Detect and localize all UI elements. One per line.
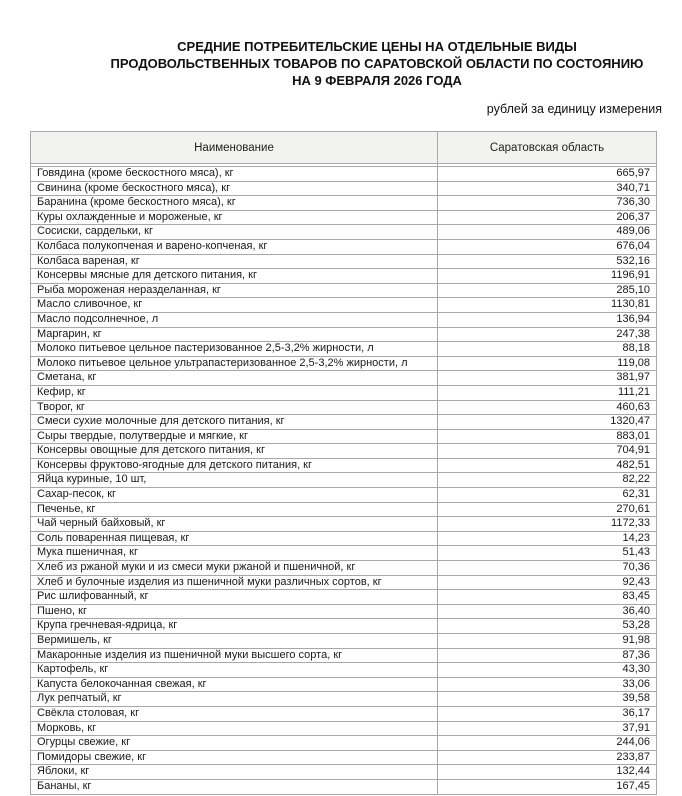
product-name: Масло сливочное, кг — [31, 298, 438, 313]
product-price: 1320,47 — [438, 415, 657, 430]
table-row — [31, 327, 657, 342]
product-price: 532,16 — [438, 254, 657, 269]
table-row — [31, 210, 657, 225]
product-price: 37,91 — [438, 721, 657, 736]
product-price: 482,51 — [438, 458, 657, 473]
product-price: 36,40 — [438, 604, 657, 619]
product-price: 244,06 — [438, 736, 657, 751]
product-price: 136,94 — [438, 312, 657, 327]
product-price: 91,98 — [438, 634, 657, 649]
table-row — [31, 779, 657, 794]
product-price: 704,91 — [438, 444, 657, 459]
table-row — [31, 269, 657, 284]
table-row — [31, 254, 657, 269]
product-name: Соль поваренная пищевая, кг — [31, 531, 438, 546]
table-row — [31, 167, 657, 182]
table-row — [31, 415, 657, 430]
product-price: 883,01 — [438, 429, 657, 444]
table-row — [31, 677, 657, 692]
product-name: Чай черный байховый, кг — [31, 517, 438, 532]
table-row — [31, 663, 657, 678]
product-name: Консервы мясные для детского питания, кг — [31, 269, 438, 284]
product-name: Морковь, кг — [31, 721, 438, 736]
product-name: Хлеб и булочные изделия из пшеничной муки различных сортов, кг — [31, 575, 438, 590]
product-price: 736,30 — [438, 196, 657, 211]
product-name: Мука пшеничная, кг — [31, 546, 438, 561]
product-name: Огурцы свежие, кг — [31, 736, 438, 751]
product-price: 1172,33 — [438, 517, 657, 532]
product-name: Рис шлифованный, кг — [31, 590, 438, 605]
product-name: Макаронные изделия из пшеничной муки высшего сорта, кг — [31, 648, 438, 663]
product-name: Сметана, кг — [31, 371, 438, 386]
product-price: 233,87 — [438, 750, 657, 765]
product-price: 665,97 — [438, 167, 657, 182]
product-price: 14,23 — [438, 531, 657, 546]
product-name: Молоко питьевое цельное пастеризованное 2,5-3,2% жирности, л — [31, 342, 438, 357]
product-price: 36,17 — [438, 706, 657, 721]
product-price: 111,21 — [438, 385, 657, 400]
product-name: Крупа гречневая-ядрица, кг — [31, 619, 438, 634]
table-row — [31, 648, 657, 663]
product-name: Консервы фруктово-ягодные для детского питания, кг — [31, 458, 438, 473]
table-row — [31, 765, 657, 780]
product-name: Пшено, кг — [31, 604, 438, 619]
product-price: 676,04 — [438, 239, 657, 254]
product-name: Картофель, кг — [31, 663, 438, 678]
product-price: 460,63 — [438, 400, 657, 415]
table-body — [31, 167, 657, 795]
table-row — [31, 575, 657, 590]
table-row — [31, 473, 657, 488]
page-title-line-1: СРЕДНИЕ ПОТРЕБИТЕЛЬСКИЕ ЦЕНЫ НА ОТДЕЛЬНЫЕ ВИДЫ — [177, 39, 577, 54]
table-row — [31, 736, 657, 751]
product-price: 82,22 — [438, 473, 657, 488]
table-row — [31, 371, 657, 386]
product-name: Маргарин, кг — [31, 327, 438, 342]
product-price: 83,45 — [438, 590, 657, 605]
table-row — [31, 561, 657, 576]
product-name: Печенье, кг — [31, 502, 438, 517]
table-row — [31, 692, 657, 707]
table-row — [31, 531, 657, 546]
product-price: 51,43 — [438, 546, 657, 561]
product-name: Говядина (кроме бескостного мяса), кг — [31, 167, 438, 182]
table-header-row — [31, 132, 657, 164]
product-name: Сосиски, сардельки, кг — [31, 225, 438, 240]
product-name: Свинина (кроме бескостного мяса), кг — [31, 181, 438, 196]
column-header-region: Саратовская область — [438, 132, 657, 164]
product-name: Помидоры свежие, кг — [31, 750, 438, 765]
product-name: Кефир, кг — [31, 385, 438, 400]
product-name: Консервы овощные для детского питания, кг — [31, 444, 438, 459]
product-name: Творог, кг — [31, 400, 438, 415]
product-name: Молоко питьевое цельное ультрапастеризованное 2,5-3,2% жирности, л — [31, 356, 438, 371]
product-price: 62,31 — [438, 488, 657, 503]
product-price: 87,36 — [438, 648, 657, 663]
product-name: Сахар-песок, кг — [31, 488, 438, 503]
table-row — [31, 312, 657, 327]
table-row — [31, 488, 657, 503]
table-row — [31, 634, 657, 649]
table-row — [31, 721, 657, 736]
product-name: Бананы, кг — [31, 779, 438, 794]
product-price: 53,28 — [438, 619, 657, 634]
table-row — [31, 429, 657, 444]
product-price: 270,61 — [438, 502, 657, 517]
product-name: Лук репчатый, кг — [31, 692, 438, 707]
column-header-name: Наименование — [31, 132, 438, 164]
product-price: 1130,81 — [438, 298, 657, 313]
product-name: Колбаса вареная, кг — [31, 254, 438, 269]
product-name: Яйца куриные, 10 шт, — [31, 473, 438, 488]
product-price: 489,06 — [438, 225, 657, 240]
product-price: 39,58 — [438, 692, 657, 707]
page-title-line-2: ПРОДОВОЛЬСТВЕННЫХ ТОВАРОВ ПО САРАТОВСКОЙ ОБЛАСТИ ПО СОСТОЯНИЮ — [110, 56, 644, 71]
product-name: Яблоки, кг — [31, 765, 438, 780]
table-row — [31, 356, 657, 371]
product-name: Смеси сухие молочные для детского питания, кг — [31, 415, 438, 430]
product-price: 119,08 — [438, 356, 657, 371]
product-name: Сыры твердые, полутвердые и мягкие, кг — [31, 429, 438, 444]
table-row — [31, 181, 657, 196]
product-name: Вермишель, кг — [31, 634, 438, 649]
product-price: 88,18 — [438, 342, 657, 357]
product-price: 132,44 — [438, 765, 657, 780]
product-price: 43,30 — [438, 663, 657, 678]
product-name: Хлеб из ржаной муки и из смеси муки ржаной и пшеничной, кг — [31, 561, 438, 576]
table-row — [31, 619, 657, 634]
product-price: 340,71 — [438, 181, 657, 196]
product-name: Свёкла столовая, кг — [31, 706, 438, 721]
table-row — [31, 604, 657, 619]
product-name: Баранина (кроме бескостного мяса), кг — [31, 196, 438, 211]
table-row — [31, 444, 657, 459]
table-row — [31, 225, 657, 240]
product-price: 92,43 — [438, 575, 657, 590]
table-row — [31, 239, 657, 254]
table-row — [31, 517, 657, 532]
product-price: 70,36 — [438, 561, 657, 576]
product-name: Рыба мороженая неразделанная, кг — [31, 283, 438, 298]
product-name: Капуста белокочанная свежая, кг — [31, 677, 438, 692]
table-row — [31, 546, 657, 561]
product-name: Колбаса полукопченая и варено-копченая, кг — [31, 239, 438, 254]
product-price: 285,10 — [438, 283, 657, 298]
table-row — [31, 385, 657, 400]
table-row — [31, 400, 657, 415]
table-row — [31, 502, 657, 517]
table-row — [31, 706, 657, 721]
product-price: 247,38 — [438, 327, 657, 342]
product-price: 381,97 — [438, 371, 657, 386]
product-price: 33,06 — [438, 677, 657, 692]
table-row — [31, 590, 657, 605]
product-price: 167,45 — [438, 779, 657, 794]
price-table — [30, 131, 657, 795]
table-row — [31, 196, 657, 211]
table-row — [31, 298, 657, 313]
product-name: Куры охлажденные и мороженые, кг — [31, 210, 438, 225]
product-price: 206,37 — [438, 210, 657, 225]
table-row — [31, 342, 657, 357]
table-row — [31, 458, 657, 473]
product-price: 1196,91 — [438, 269, 657, 284]
page-title-line-3: НА 9 ФЕВРАЛЯ 2026 ГОДА — [292, 73, 462, 88]
product-name: Масло подсолнечное, л — [31, 312, 438, 327]
page-title — [92, 38, 662, 89]
units-note: рублей за единицу измерения — [486, 102, 662, 116]
table-row — [31, 283, 657, 298]
